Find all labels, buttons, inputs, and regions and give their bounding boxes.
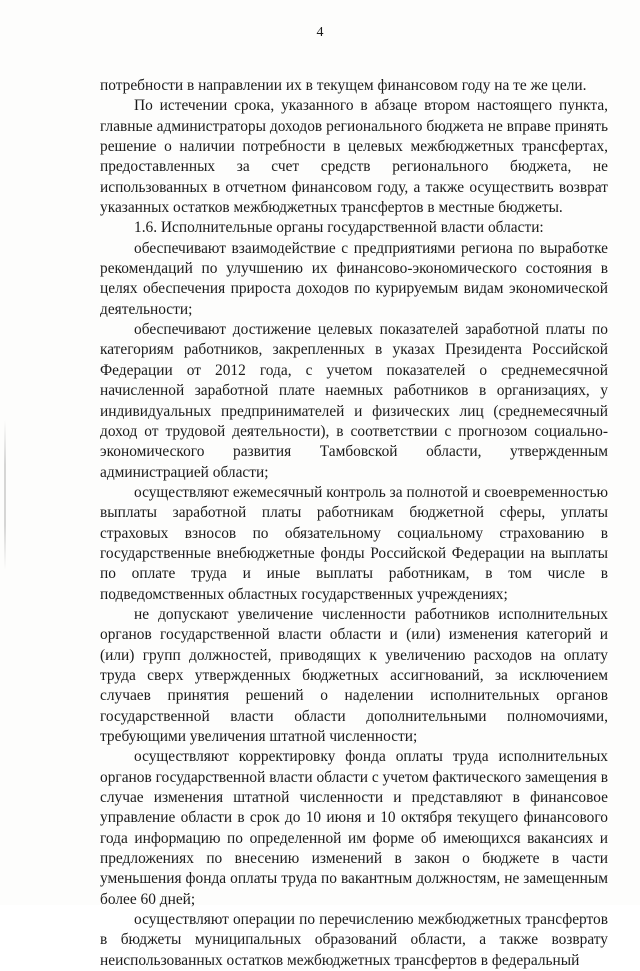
paragraph-salary-targets: обеспечивают достижение целевых показателей заработной платы по категориям работников, закрепленных в указах Президента Российской Федерации от 2012 года, с учетом показателей о среднемесячной начисленной заработной плате наемных работников в организациях, у индивидуальных предпринимателей и физических лиц (среднемесячный доход от трудовой деятельности), в соответствии с прогнозом социально-экономического развития Тамбовской области, утвержденным администрацией области; [100,321,608,481]
paragraph-staff-limit: не допускают увеличение численности работников исполнительных органов государственной власти области и (или) изменения категорий и (или) групп должностей, приводящих к увеличению расходов на оплату труда сверх утвержденных бюджетных ассигнований, за исключением случаев принятия решений о наделении исполнительных органов государственной власти области дополнительными полномочиями, требующими увеличения штатной численности; [100,605,608,745]
paragraph-monthly-control: осуществляют ежемесячный контроль за полнотой и своевременностью выплаты заработной платы работникам бюджетной сферы, уплаты страховых взносов по обязательному социальному страхованию в государственные внебюджетные фонды Российской Федерации на выплаты по оплате труда и иные выплаты работникам, в том числе в подведомственных областных государственных учреждениях; [100,483,608,603]
paragraph-deadline-expiry: По истечении срока, указанного в абзаце втором настоящего пункта, главные администраторы доходов регионального бюджета не вправе принять решение о наличии потребности в целевых межбюджетных трансфертах, предоставленных за счет средств регионального бюджета, не использованных в отчетном финансовом году, а также осуществить возврат указанных остатков межбюджетных трансфертов в местные бюджеты. [100,97,608,217]
scan-edge-mark [4,420,6,570]
paragraph-continuation: потребности в направлении их в текущем финансовом году на те же цели. [100,77,587,94]
paragraph-transfer-operations: осуществляют операции по перечислению межбюджетных трансфертов в бюджеты муниципальных образований области, а также возврату неиспользованных остатков межбюджетных трансфертов в федеральный [100,911,608,969]
section-heading-1-6: 1.6. Исполнительные органы государственной власти области: [134,219,544,237]
document-body [100,76,608,971]
paragraph-payroll-adjustment: осуществляют корректировку фонда оплаты труда исполнительных органов государственной власти области с учетом фактического замещения в случае изменения штатной численности и представляют в финансовое управление области в срок до 10 июня и 10 октября текущего финансового года информацию по определенной им форме об имеющихся вакансиях и предложениях по внесению изменений в закон о бюджете в части уменьшения фонда оплаты труда по вакантным должностям, не замещенным более 60 дней; [100,748,608,908]
page-number: 4 [316,25,324,40]
paragraph-interaction-enterprises: обеспечивают взаимодействие с предприятиями региона по выработке рекомендаций по улучшению их финансово-экономического состояния в целях обеспечения прироста доходов по курируемым видам экономической деятельности; [100,239,608,318]
